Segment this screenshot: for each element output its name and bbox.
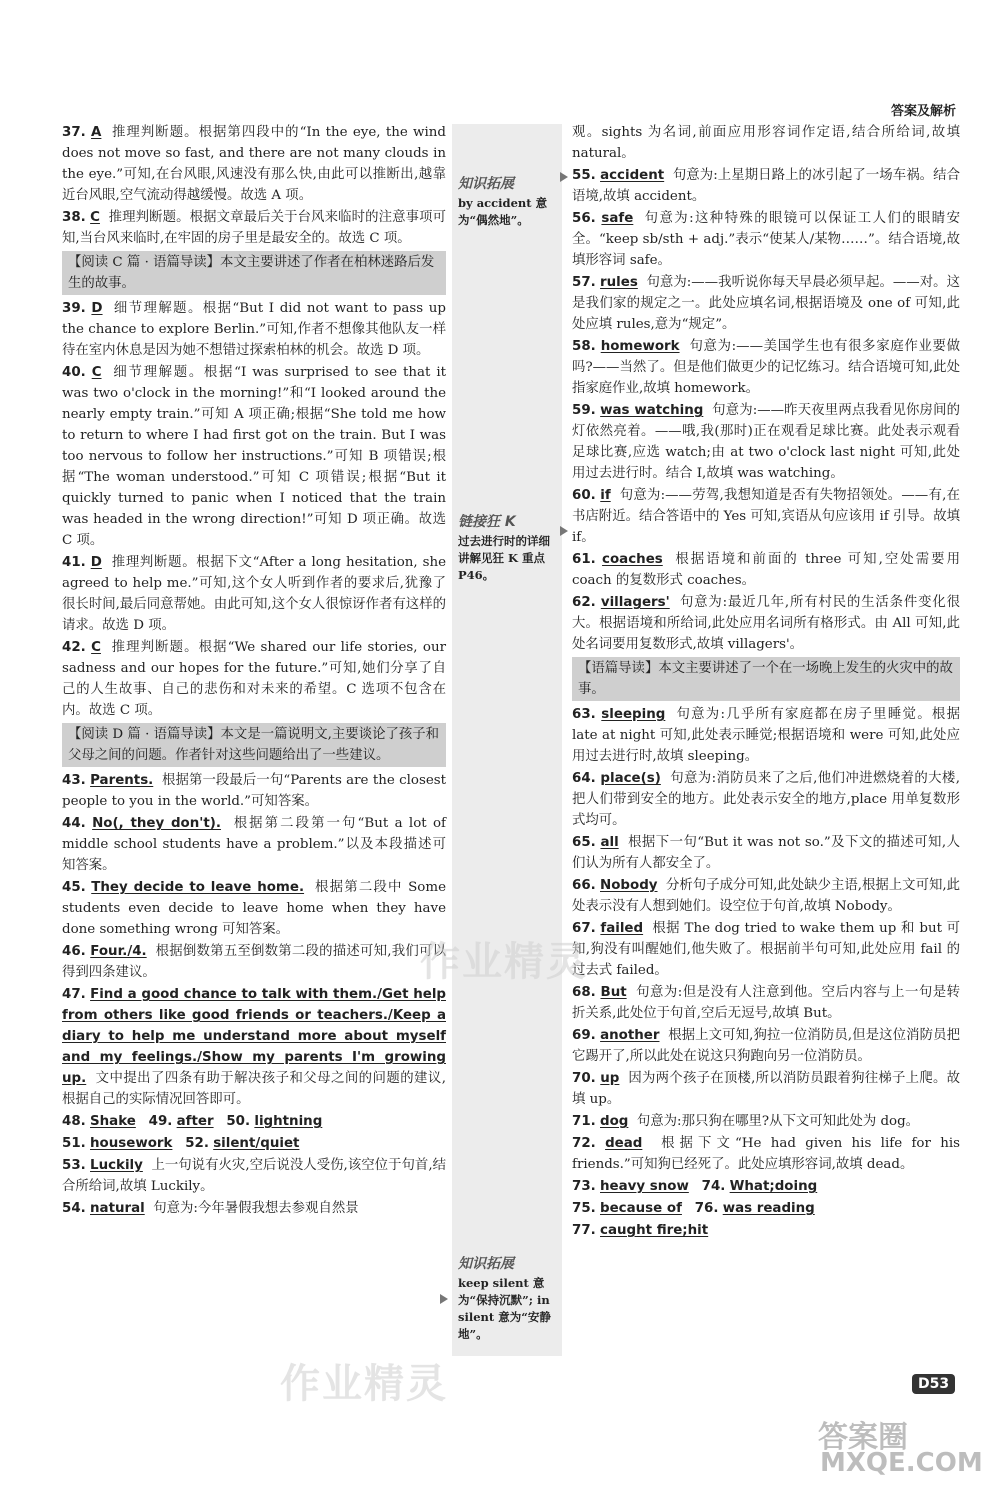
- question-number: 76.: [694, 1201, 719, 1216]
- answer: C: [91, 640, 101, 655]
- question-number: 49.: [148, 1114, 173, 1129]
- answer-item: [62, 637, 446, 721]
- answer: No(, they don't).: [92, 816, 221, 831]
- sidebar-note-2: [458, 514, 558, 584]
- question-number: 66.: [572, 878, 596, 893]
- arrow-right-icon: [560, 526, 568, 536]
- question-number: 75.: [572, 1201, 596, 1216]
- answer: after: [176, 1114, 214, 1129]
- sidebar-note-title: 知识拓展: [458, 1256, 514, 1272]
- explanation: 根据语境和前面的 three 可知,空处需要用 coach 的复数形式 coaches。: [572, 552, 960, 588]
- explanation: 句意为:今年暑假我想去参观自然景: [153, 1201, 359, 1216]
- answer-item: [572, 875, 960, 917]
- explanation: 分析句子成分可知,此处缺少主语,根据上文可知,此处表示没有人想到她们。设空位于句首,故填 Nobody。: [572, 878, 961, 914]
- question-number: 53.: [62, 1158, 86, 1173]
- answer: lightning: [254, 1114, 323, 1129]
- answer-item: [62, 984, 446, 1110]
- watermark: 答案圈: [818, 1420, 908, 1455]
- explanation: 因为两个孩子在顶楼,所以消防员跟着狗往梯子上爬。故填 up。: [572, 1071, 960, 1107]
- arrow-right-icon: [440, 1294, 448, 1304]
- explanation: 根据下一句“But it was not so.”及下文的描述可知,人们认为所有人都安全了。: [572, 835, 960, 871]
- explanation: 根据第一段最后一句“Parents are the closest people to you in the world.”可知答案。: [62, 773, 447, 809]
- explanation: 句意为:但是没有人注意到他。空后内容与上一句是转折关系,此处位于句首,空后无逗号,故填 But。: [572, 985, 961, 1021]
- answer-item: [62, 770, 446, 812]
- explanation: 句意为:——美国学生也有很多家庭作业要做吗?——当然了。但是他们做更少的记忆练习。结合语境可知,此处指家庭作业,故填 homework。: [572, 339, 961, 396]
- question-number: 60.: [572, 488, 596, 503]
- sidebar-note-title: 链接狂 K: [458, 514, 516, 530]
- answer: Find a good chance to talk with them./Get help from others like good friends or teachers./Keep a diary to help me understand more about myself and my feelings./Show my parents I'm growing up.: [62, 987, 446, 1086]
- explanation: 句意为:消防员来了之后,他们冲进燃烧着的大楼,把人们带到安全的地方。此处表示安全的地方,place 用单复数形式均可。: [572, 771, 960, 828]
- answer: natural: [90, 1201, 145, 1216]
- question-number: 40.: [62, 365, 86, 380]
- question-number: 38.: [62, 210, 86, 225]
- question-number: 52.: [185, 1136, 209, 1151]
- answer: Luckily: [90, 1158, 143, 1173]
- question-number: 57.: [572, 275, 596, 290]
- answer: dead: [605, 1136, 643, 1151]
- question-number: 77.: [572, 1223, 596, 1238]
- question-number: 45.: [62, 880, 86, 895]
- answer-item: [62, 207, 446, 249]
- question-number: 72.: [572, 1136, 596, 1151]
- answer: sleeping: [601, 707, 666, 722]
- answer: C: [90, 210, 100, 225]
- explanation: 根据第二段中 Some students even decide to leave home when they have done something wrong 可知答案。: [62, 880, 446, 937]
- answer-item: [572, 832, 960, 874]
- answer: Shake: [90, 1114, 136, 1129]
- explanation: 句意为:几乎所有家庭都在房子里睡觉。根据 late at night 可知,此处表示睡觉;根据语境和 were 可知,此处应用过去进行时,故填 sleeping。: [572, 707, 960, 764]
- question-number: 44.: [62, 816, 86, 831]
- question-number: 56.: [572, 211, 596, 226]
- answer-item: [572, 549, 960, 591]
- answer-item: [572, 1111, 960, 1132]
- answer: heavy snow: [600, 1179, 689, 1194]
- answer-item: [572, 1220, 960, 1241]
- explanation: 推理判断题。根据文章最后关于台风来临时的注意事项可知,当台风来临时,在牢固的房子里是最安全的。故选 C 项。: [62, 210, 447, 246]
- question-number: 42.: [62, 640, 86, 655]
- answer-item: [572, 165, 960, 207]
- answer: villagers': [600, 595, 670, 610]
- question-number: 67.: [572, 921, 596, 936]
- answer: another: [600, 1028, 660, 1043]
- left-column: [62, 122, 446, 1220]
- answer-item: [62, 877, 446, 940]
- answer-item: [572, 768, 960, 831]
- answer: all: [600, 835, 619, 850]
- explanation: 句意为:上星期日路上的冰引起了一场车祸。结合语境,故填 accident。: [572, 168, 960, 204]
- question-number: 74.: [701, 1179, 726, 1194]
- explanation: 细节理解题。根据“But I did not want to pass up the chance to explore Berlin.”可知,作者不想像其他队友一样待在室内休息是因为她不想错过探索柏林的机会。故选 D 项。: [62, 301, 446, 358]
- reading-guide: 【阅读 C 篇 · 语篇导读】本文主要讲述了作者在柏林迷路后发生的故事。: [62, 251, 446, 295]
- sidebar-note-body: by accident 意为“偶然地”。: [458, 196, 548, 227]
- answer-item: [62, 552, 446, 636]
- answer-item: [572, 704, 960, 767]
- answer-item: [572, 1133, 960, 1175]
- page-number: D53: [912, 1374, 955, 1394]
- answer: coaches: [602, 552, 663, 567]
- question-number: 70.: [572, 1071, 596, 1086]
- answer: accident: [600, 168, 665, 183]
- sidebar-note-1: [458, 176, 558, 229]
- answer: silent/quiet: [213, 1136, 300, 1151]
- explanation: 句意为:这种特殊的眼镜可以保证工人们的眼睛安全。“keep sb/sth + adj.”表示“使某人/某物……”。结合语境,故填形容词 safe。: [572, 211, 960, 268]
- answer: dog: [600, 1114, 629, 1129]
- answer-item: [62, 941, 446, 983]
- answer: because of: [600, 1201, 682, 1216]
- question-number: 61.: [572, 552, 596, 567]
- question-number: 54.: [62, 1201, 86, 1216]
- right-column: [572, 122, 960, 1242]
- explanation: 观。sights 为名词,前面应用形容词作定语,结合所给词,故填 natural。: [572, 125, 960, 161]
- answer: failed: [600, 921, 644, 936]
- answer-item: [572, 208, 960, 271]
- answer: Nobody: [600, 878, 658, 893]
- answer: They decide to leave home.: [91, 880, 305, 895]
- explanation: 推理判断题。根据“We shared our life stories, our sadness and our hopes for the future.”可知,她们分享了自己的人生故事、自己的悲伤和对未来的希望。C 选项不包含在内。故选 C 项。: [62, 640, 446, 718]
- question-number: 63.: [572, 707, 596, 722]
- question-number: 51.: [62, 1136, 86, 1151]
- explanation: 根据倒数第五至倒数第二段的描述可知,我们可以得到四条建议。: [62, 944, 446, 980]
- answer: D: [90, 555, 102, 570]
- answer: rules: [600, 275, 638, 290]
- answer-item: [572, 1068, 960, 1110]
- explanation: 根据第二段第一句“But a lot of middle school students have a problem.”以及本段描述可知答案。: [62, 816, 446, 873]
- answer-item: [572, 485, 960, 548]
- question-number: 69.: [572, 1028, 596, 1043]
- answer: D: [91, 301, 103, 316]
- answer-item: [572, 592, 960, 655]
- question-number: 41.: [62, 555, 86, 570]
- explanation: 根据上文可知,狗拉一位消防员,但是这位消防员把它踢开了,所以此处在说这只狗跑向另一位消防员。: [572, 1028, 960, 1064]
- answer-item: [62, 1155, 446, 1197]
- explanation: 推理判断题。根据下文“After a long hesitation, she agreed to help me.”可知,这个女人听到作者的要求后,犹豫了很长时间,最后同意帮她。由此可知,这个女人很惊讶作者有这样的请求。故选 D 项。: [62, 555, 447, 633]
- explanation: 上一句说有火灾,空后说没人受伤,该空位于句首,结合所给词,故填 Luckily。: [62, 1158, 447, 1194]
- answer-item: [572, 272, 960, 335]
- question-number: 68.: [572, 985, 596, 1000]
- sidebar-note-3: [458, 1256, 558, 1343]
- answer: A: [91, 125, 102, 140]
- reading-guide: 【阅读 D 篇 · 语篇导读】本文是一篇说明文,主要谈论了孩子和父母之间的问题。作者针对这些问题给出了一些建议。: [62, 723, 446, 767]
- answer: if: [600, 488, 611, 503]
- question-number: 37.: [62, 125, 86, 140]
- answer: But: [600, 985, 627, 1000]
- question-number: 50.: [226, 1114, 251, 1129]
- question-number: 55.: [572, 168, 596, 183]
- question-number: 46.: [62, 944, 86, 959]
- question-number: 58.: [572, 339, 596, 354]
- reading-guide: 【语篇导读】本文主要讲述了一个在一场晚上发生的火灾中的故事。: [572, 657, 960, 701]
- explanation: 句意为:——昨天夜里两点我看见你房间的灯依然亮着。——哦,我(那时)正在观看足球比赛。此处表示观看足球比赛,应选 watch;由 at two o'clock last night 可知,此处用过去进行时。结合 I,故填 was watching。: [572, 403, 960, 481]
- answer-item: [572, 982, 960, 1024]
- watermark: 作业精灵: [280, 1361, 448, 1407]
- watermark: 作业精灵: [420, 939, 588, 985]
- answer: was watching: [600, 403, 704, 418]
- watermark: MXQE.COM: [820, 1448, 983, 1478]
- question-number: 62.: [572, 595, 596, 610]
- answer-item: [62, 1133, 446, 1154]
- question-number: 64.: [572, 771, 596, 786]
- page-header: 答案及解析: [890, 104, 956, 119]
- question-number: 43.: [62, 773, 86, 788]
- answer-item: [572, 918, 960, 981]
- explanation: 句意为:那只狗在哪里?从下文可知此处为 dog。: [636, 1114, 920, 1129]
- arrow-right-icon: [560, 172, 568, 182]
- answer: safe: [601, 211, 634, 226]
- answer-item: [572, 1025, 960, 1067]
- sidebar-note-body: 过去进行时的详细讲解见狂 K 重点 P46。: [458, 534, 550, 582]
- answer: up: [600, 1071, 620, 1086]
- sidebar-column: [452, 124, 562, 1356]
- explanation: 句意为:——我听说你每天早晨必须早起。——对。这是我们家的规定之一。此处应填名词,根据语境及 one of 可知,此处应填 rules,意为“规定”。: [572, 275, 960, 332]
- answer-item: [62, 362, 446, 551]
- question-number: 39.: [62, 301, 86, 316]
- question-number: 48.: [62, 1114, 86, 1129]
- answer-item: [572, 1198, 960, 1219]
- explanation: 推理判断题。根据第四段中的“In the eye, the wind does not move so fast, and there are not many clouds in the eye.”可知,在台风眼,风速没有那么快,由此可以推断出,越靠近台风眼,空气流动得越缓慢。故选 A 项。: [62, 125, 446, 203]
- answer-item: [62, 1198, 446, 1219]
- answer: What;doing: [729, 1179, 818, 1194]
- question-number: 71.: [572, 1114, 596, 1129]
- explanation: 句意为:——劳驾,我想知道是否有失物招领处。——有,在书店附近。结合答语中的 Yes 可知,宾语从句应该用 if 引导。故填 if。: [572, 488, 960, 545]
- explanation: 根据 The dog tried to wake them up 和 but 可知,狗没有叫醒她们,他失败了。根据前半句可知,此处应用 fail 的过去式 failed。: [572, 921, 961, 978]
- answer-item: [572, 336, 960, 399]
- question-number: 73.: [572, 1179, 596, 1194]
- explanation: 文中提出了四条有助于解决孩子和父母之间的问题的建议,根据自己的实际情况回答即可。: [62, 1071, 446, 1107]
- answer-item: [62, 1111, 446, 1132]
- sidebar-note-title: 知识拓展: [458, 176, 514, 192]
- answer: Four./4.: [90, 944, 147, 959]
- question-number: 59.: [572, 403, 596, 418]
- answer: homework: [600, 339, 680, 354]
- question-number: 47.: [62, 987, 86, 1002]
- answer: caught fire;hit: [600, 1223, 709, 1238]
- answer: housework: [90, 1136, 173, 1151]
- answer: place(s): [600, 771, 661, 786]
- answer-item: [62, 298, 446, 361]
- answer-item: [62, 122, 446, 206]
- answer: was reading: [722, 1201, 815, 1216]
- explanation: 句意为:最近几年,所有村民的生活条件变化很大。根据语境和所给词,此处应用名词所有格形式。由 All 可知,此处名词要用复数形式,故填 villagers'。: [572, 595, 960, 652]
- question-number: 65.: [572, 835, 596, 850]
- answer: C: [91, 365, 102, 380]
- answer-item: [572, 122, 960, 164]
- explanation: 根据下文“He had given his life for his friends.”可知狗已经死了。此处应填形容词,故填 dead。: [572, 1136, 960, 1172]
- answer-item: [572, 1176, 960, 1197]
- explanation: 细节理解题。根据“I was surprised to see that it was two o'clock in the morning!”和“I looked around the nearly empty train.”可知 A 项正确;根据“She told me how to return to where I had first got on the train. But I was too nervous to follow her instructions.”可知 B 项错误;根据“The woman understood.”可知 C 项错误;根据“But it quickly turned to panic when I noticed that the train was headed in the wrong direction!”可知 D 项正确。故选 C 项。: [62, 365, 446, 548]
- sidebar-note-body: keep silent 意为“保持沉默”; in silent 意为“安静地”。: [458, 1276, 551, 1341]
- answer: Parents.: [90, 773, 154, 788]
- answer-item: [572, 400, 960, 484]
- answer-item: [62, 813, 446, 876]
